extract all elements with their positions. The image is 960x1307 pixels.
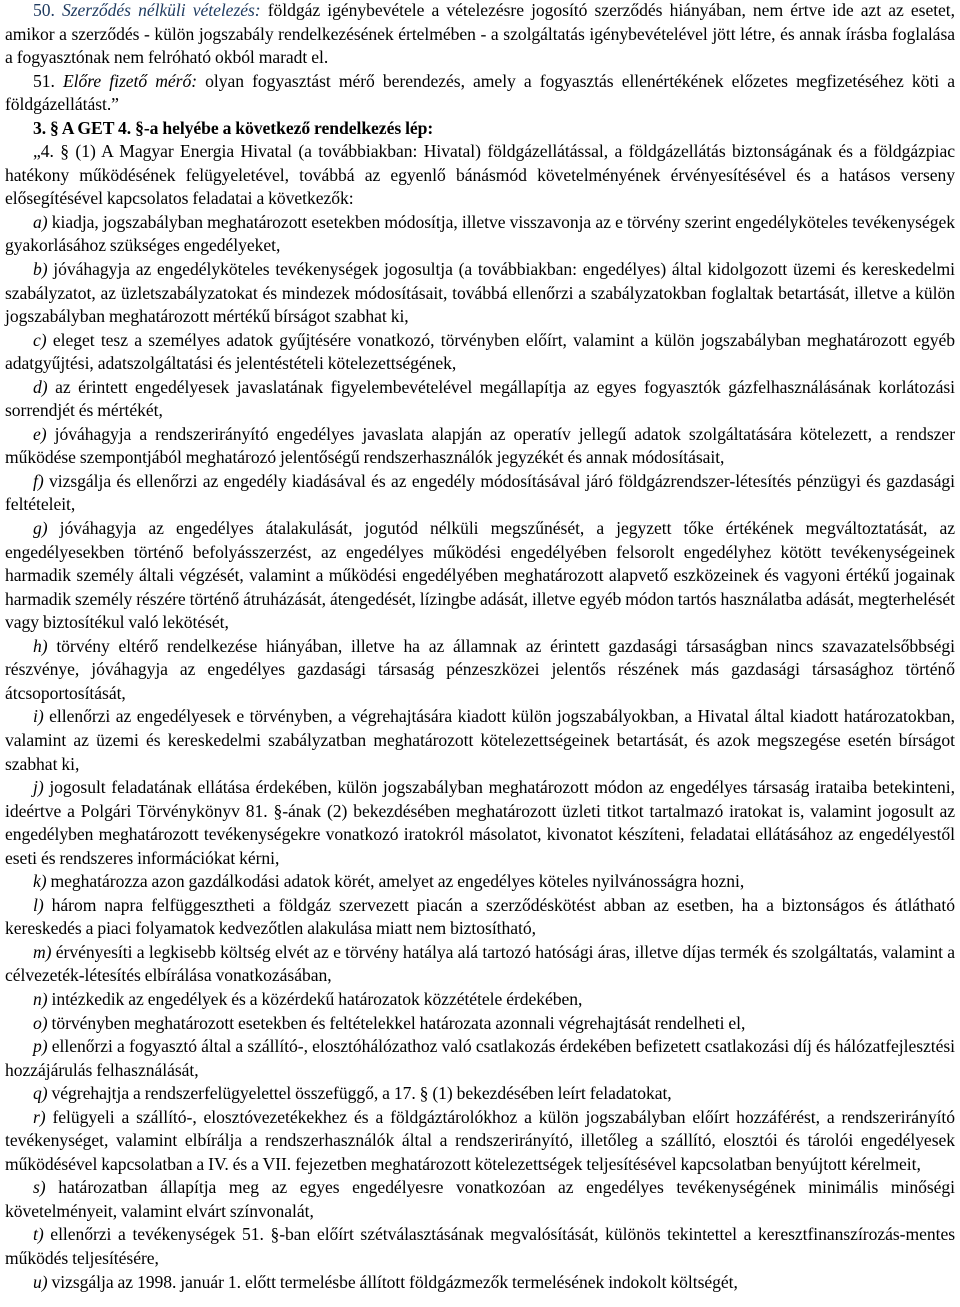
list-item-f xyxy=(5,470,955,517)
item-letter: i) xyxy=(33,706,44,727)
item-text: jóváhagyja az engedélyes átalakulását, jogutód nélküli megszűnését, a jegyzett tőke értékének megváltoztatását, az engedélyesekben történő befolyásszerzést, az engedélyes működési engedélyében felsorolt engedélyhez kötött tevékenységeinek harmadik személy általi végzését, valamint a működési engedélyében meghatározott alapvető eszközeinek és vagyoni értékű jogainak harmadik személy részére történő átruházását, átengedését, lízingbe adását, illetve egyéb módon tartós használatba adását, megterhelését vagy biztosítékul való lekötését, xyxy=(5,518,955,633)
list-item-r xyxy=(5,1106,955,1177)
section-4-paragraph-1: „4. § (1) A Magyar Energia Hivatal (a továbbiakban: Hivatal) földgázellátással, a földgázellátás biztonságának és a földgázpiac hatékony működésének felügyeletével, továbbá az egyenlő bánásmód követelményének érvényesítésével és a hatásos verseny elősegítésével kapcsolatos feladatai a következők: xyxy=(5,141,955,209)
item-text: határozatban állapítja meg az egyes engedélyesre vonatkozóan az engedélyes tevékenységének minimális minőségi követelményeit, valamint elvárt színvonalát, xyxy=(5,1177,955,1221)
definition-50 xyxy=(5,0,955,70)
item-text: jogosult feladatának ellátása érdekében, külön jogszabályban meghatározott módon az engedélyes társaság irataiba betekinteni, ideértve a Polgári Törvénykönyv 81. §-ának (2) bekezdésében meghatározott üzleti titkot tartalmazó iratokat is, valamint jogosult az engedélyben meghatározott tevékenységekre vonatkozó iratokról másolatot, kivonatot készíteni, feladatai ellátásához az engedélyestől eseti és rendszeres információkat kérni, xyxy=(5,777,955,868)
list-item-p xyxy=(5,1035,955,1082)
item-letter: p) xyxy=(33,1036,48,1057)
item-letter: e) xyxy=(33,423,47,444)
list-item-l xyxy=(5,894,955,941)
list-item-b xyxy=(5,258,955,329)
list-item-m xyxy=(5,941,955,988)
item-text: végrehajtja a rendszerfelügyelettel összefüggő, a 17. § (1) bekezdésében leírt feladatokat, xyxy=(47,1083,672,1104)
item-letter: l) xyxy=(33,894,44,915)
list-item-d xyxy=(5,376,955,423)
list-item-q xyxy=(5,1082,955,1106)
item-text: három napra felfüggesztheti a földgáz szervezett piacán a szerződéskötést abban az esetben, ha a biztonságos és átlátható kereskedés a piaci folyamatok kedvezőtlen alakulása miatt nem biztosítható, xyxy=(5,894,955,939)
definition-body: földgáz igénybevétele a vételezésre jogosító szerződés hiányában, nem értve ide azt az esetet, amikor a szerződés - külön jogszabály rendelkezésének értelmében - a szolgáltatás igénybevételével jött létre, és annak írásba foglalása a fogyasztónak nem felróható okból maradt el. xyxy=(5,0,955,68)
list-item-u xyxy=(5,1271,955,1295)
item-text: intézkedik az engedélyek és a közérdekű határozatok közzététele érdekében, xyxy=(47,988,583,1009)
item-text: ellenőrzi a fogyasztó által a szállító-, elosztóhálózathoz való csatlakozás érdekében befizetett csatlakozási díj és hálózatfejlesztési hozzájárulás felhasználását, xyxy=(5,1036,955,1080)
list-item-j xyxy=(5,776,955,870)
item-letter: g) xyxy=(33,518,48,539)
list-item-s xyxy=(5,1176,955,1223)
item-text: jóváhagyja a rendszerirányító engedélyes javaslata alapján az operatív jellegű adatok szolgáltatására kötelezett, a rendszer működése szempontjából meghatározó jelentőségű rendszerhasználók jegyzékét és annak módosításait, xyxy=(5,423,955,468)
item-text: kiadja, jogszabályban meghatározott esetekben módosítja, illetve visszavonja az e törvény szerint engedélyköteles tevékenységek gyakorlásához szükséges engedélyeket, xyxy=(5,211,955,256)
list-item-t xyxy=(5,1223,955,1270)
item-letter: b) xyxy=(33,259,48,280)
item-letter: u) xyxy=(33,1271,48,1292)
list-item-c xyxy=(5,329,955,376)
list-item-k xyxy=(5,870,955,894)
item-text: ellenőrzi az engedélyesek e törvényben, a végrehajtására kiadott külön jogszabályokban, a Hivatal által kiadott határozatokban, valamint az üzemi és kereskedelmi szabályzatban meghatározott kötelezettségeinek betartását, és azok megszegése esetén bírságot szabhat ki, xyxy=(5,706,955,774)
item-text: meghatározza azon gazdálkodási adatok körét, amelyet az engedélyes köteles nyilvánosságra hozni, xyxy=(46,871,745,892)
item-text: eleget tesz a személyes adatok gyűjtésére vonatkozó, törvényben előírt, valamint a külön jogszabályban meghatározott egyéb adatgyűjtési, adatszolgáltatási és jelentéstételi kötelezettségének, xyxy=(5,329,955,374)
item-text: törvényben meghatározott esetekben és feltételekkel határozata azonnali végrehajtását rendelheti el, xyxy=(47,1012,746,1033)
list-item-e xyxy=(5,423,955,470)
item-letter: h) xyxy=(33,635,48,656)
item-text: felügyeli a szállító-, elosztóvezetékekhez és a földgáztárolókhoz a külön jogszabályban előírt hozzáférést, a rendszerirányító tevékenységet, valamint elbírálja a rendszerhasználók által a rendszerirányító, illetőleg a szállító, elosztói és tárolói engedélyesek működésével kapcsolatban a IV. és a VII. fejezetben meghatározott kötelezettségek teljesítésével kapcsolatban benyújtott kérelmeit, xyxy=(5,1106,955,1174)
definition-number: 50. xyxy=(33,0,55,20)
item-letter: k) xyxy=(33,871,47,892)
definition-51 xyxy=(5,70,955,117)
item-text: az érintett engedélyesek javaslatának figyelembevételével megállapítja az egyes fogyasztók gázfelhasználásának korlátozási sorrendjét és mértékét, xyxy=(5,376,955,421)
item-text: vizsgálja az 1998. január 1. előtt termelésbe állított földgázmezők termelésének indokolt költségét, xyxy=(47,1271,738,1292)
item-letter: n) xyxy=(33,988,48,1009)
item-letter: j) xyxy=(33,777,44,798)
list-item-o xyxy=(5,1012,955,1036)
item-letter: a) xyxy=(33,211,48,232)
item-letter: s) xyxy=(33,1177,46,1198)
item-text: érvényesíti a legkisebb költség elvét az e törvény hatálya alá tartozó hatósági áras, illetve díjas termék és szolgáltatás, valamint a célvezeték-létesítés elbírálása vonatkozásában, xyxy=(5,941,955,986)
item-letter: t) xyxy=(33,1224,44,1245)
amendment-heading: 3. § A GET 4. §-a helyébe a következő rendelkezés lép: xyxy=(33,117,434,138)
list-item-h xyxy=(5,635,955,706)
definition-term: Szerződés nélküli vételezés: xyxy=(61,0,261,20)
item-letter: r) xyxy=(33,1106,46,1127)
definition-body: olyan fogyasztást mérő berendezés, amely a fogyasztás ellenértékének előzetes megfizetéséhez köti a földgázellátást.” xyxy=(5,70,955,115)
list-item-a xyxy=(5,211,955,258)
item-text: jóváhagyja az engedélyköteles tevékenységek jogosultja (a továbbiakban: engedélyes) által kidolgozott üzemi és kereskedelmi szabályzatot, az üzletszabályzatokat és mindezek módosításait, továbbá ellenőrzi a szabályzatokban foglaltak betartását, illetve a külön jogszabályban meghatározott mértékű bírságot szabhat ki, xyxy=(5,259,955,327)
definition-number: 51. xyxy=(33,70,55,91)
item-letter: q) xyxy=(33,1083,48,1104)
list-item-n xyxy=(5,988,955,1012)
item-letter: m) xyxy=(33,941,52,962)
list-item-g xyxy=(5,517,955,635)
list-item-i xyxy=(5,705,955,776)
item-text: törvény eltérő rendelkezése hiányában, illetve ha az államnak az érintett gazdasági társaságban nincs szavazatelsőbbségi részvénye, jóváhagyja az engedélyes gazdasági társaság pénzeszközei jelentős részének más gazdasági társasághoz történő átcsoportosítását, xyxy=(5,635,955,703)
item-letter: d) xyxy=(33,376,48,397)
item-text: vizsgálja és ellenőrzi az engedély kiadásával és az engedély módosításával járó földgázrendszer-létesítés pénzügyi és gazdasági feltételeit, xyxy=(5,470,955,515)
item-letter: o) xyxy=(33,1012,48,1033)
item-letter: c) xyxy=(33,329,47,350)
item-letter: f) xyxy=(33,470,44,491)
item-text: ellenőrzi a tevékenységek 51. §-ban előírt szétválasztásának megvalósítását, különös tekintettel a keresztfinanszírozás-mentes működés teljesítésére, xyxy=(5,1224,955,1268)
definition-term: Előre fizető mérő: xyxy=(62,70,198,91)
